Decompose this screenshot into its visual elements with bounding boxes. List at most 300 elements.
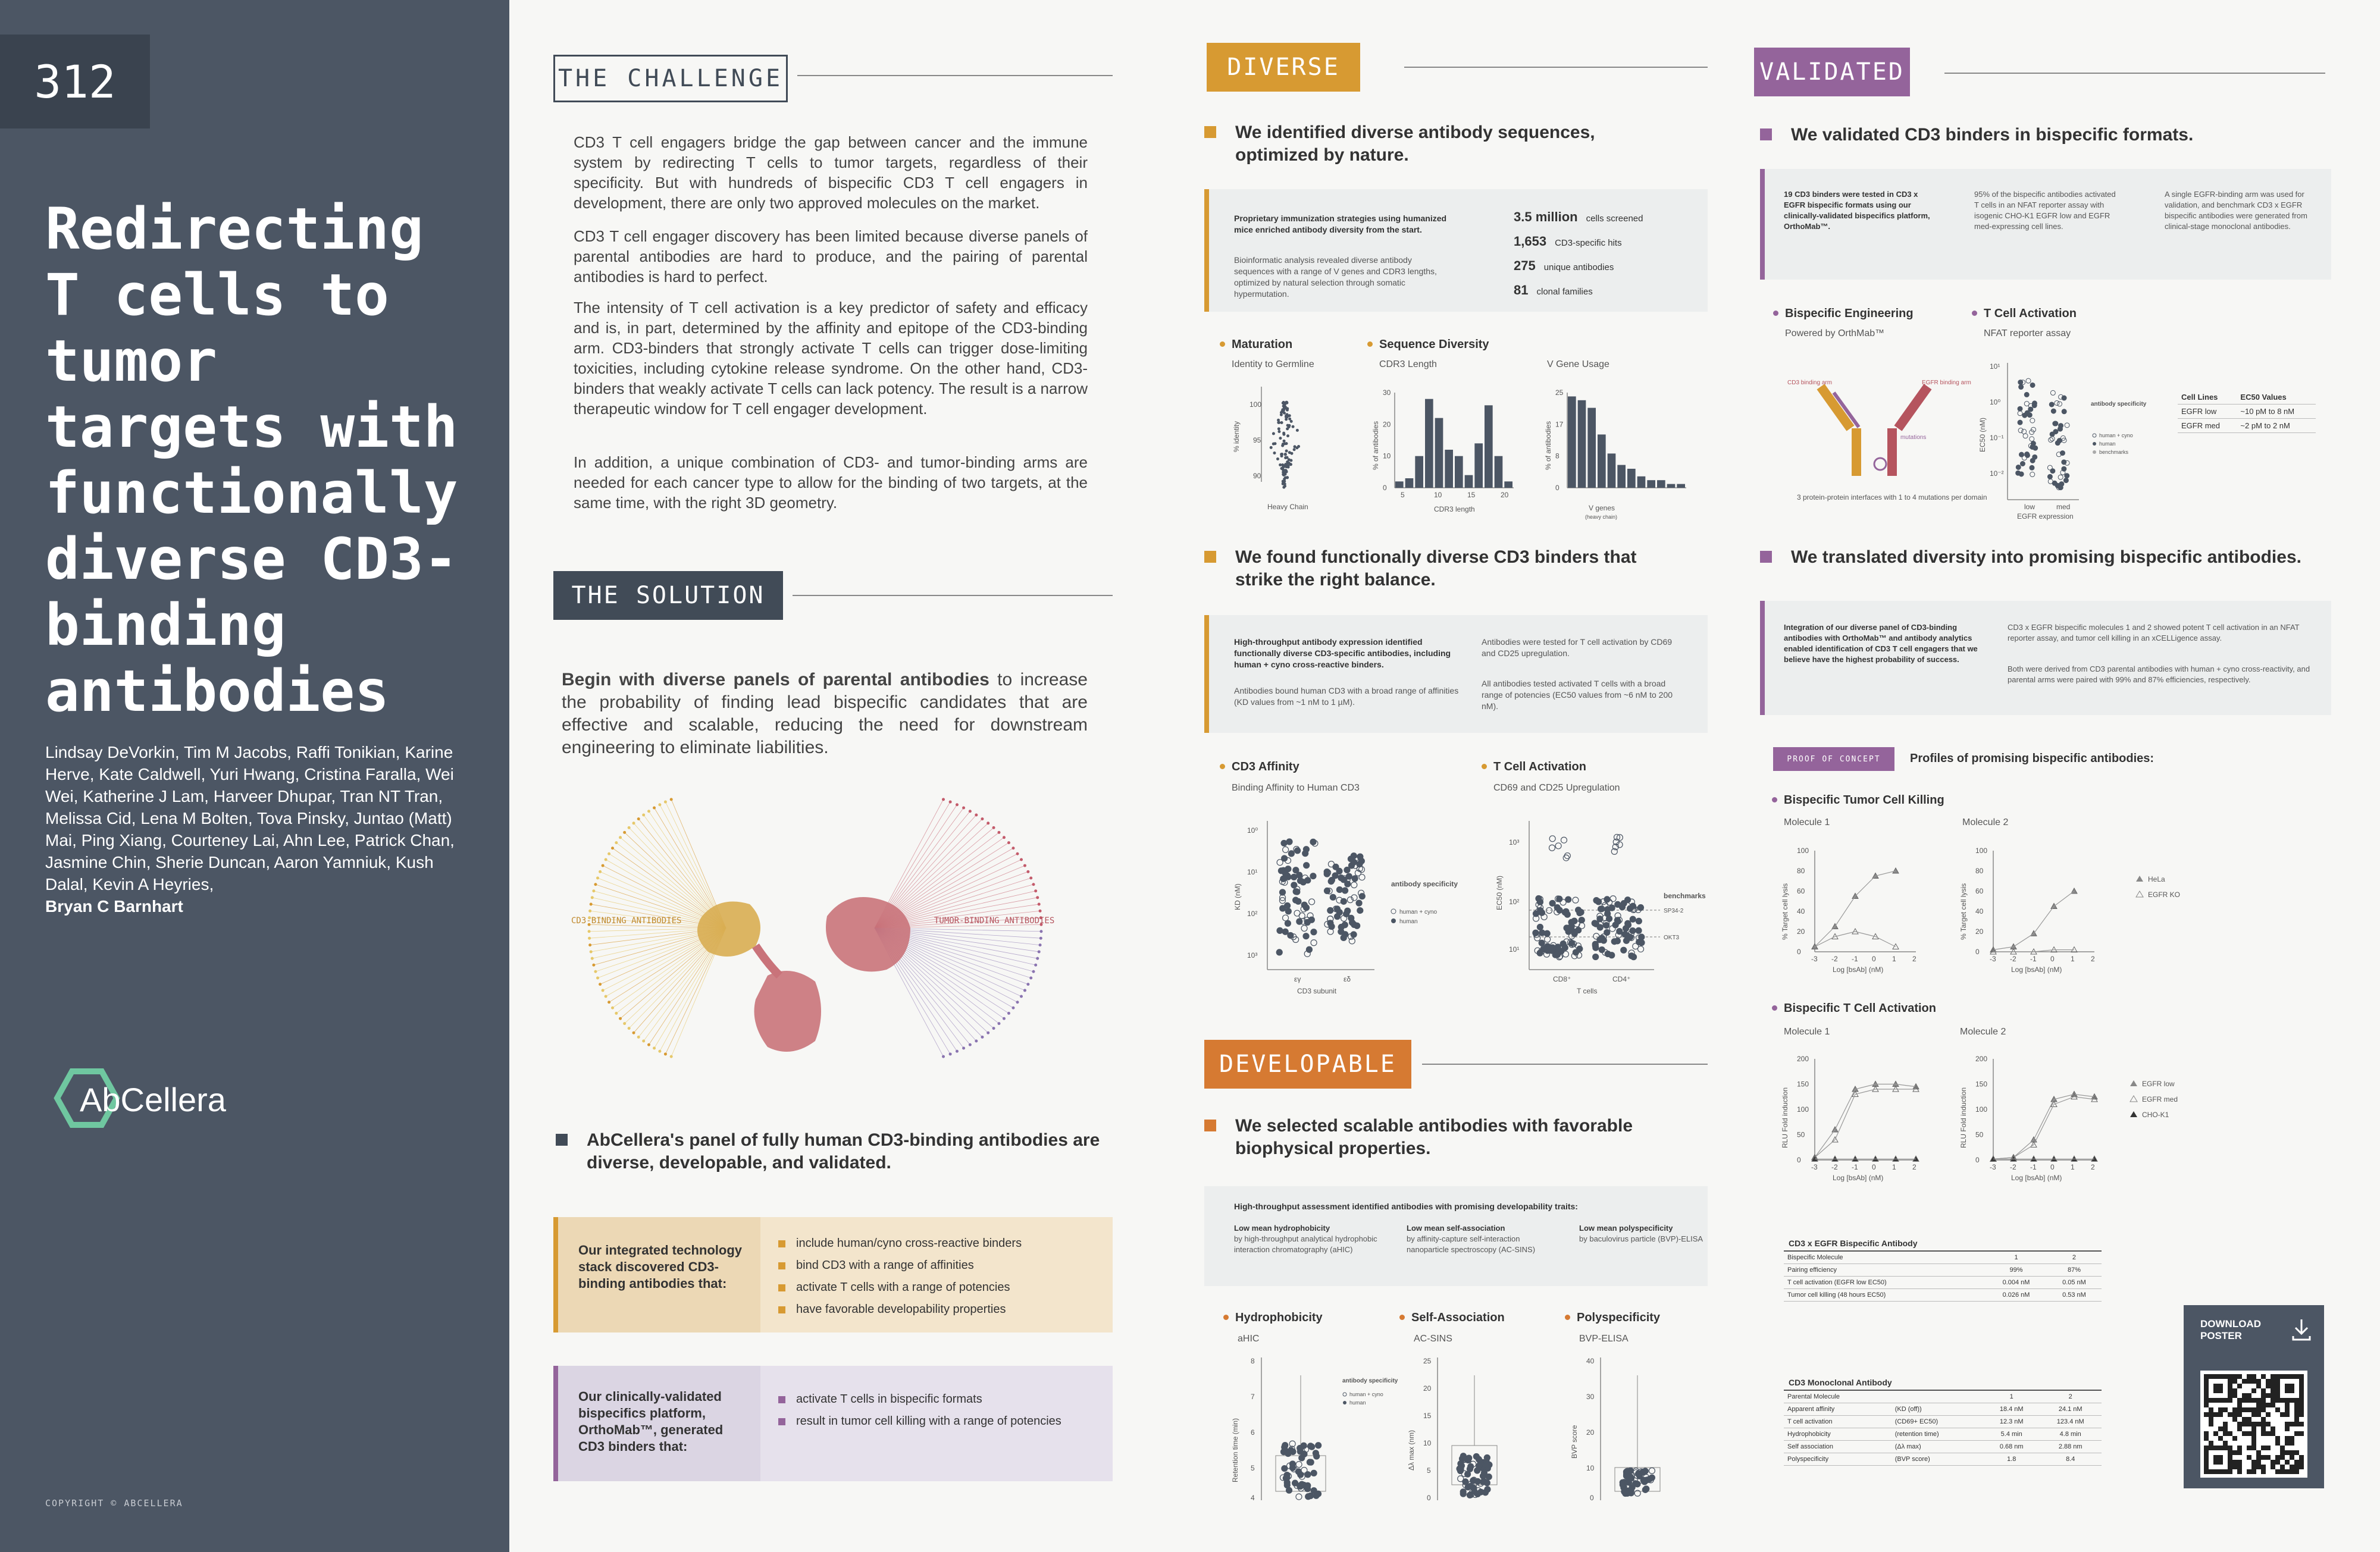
stat-row xyxy=(1514,206,1704,230)
logo-text: AbCellera xyxy=(80,1081,226,1118)
qr-module xyxy=(2285,1460,2290,1465)
qr-module xyxy=(2251,1436,2256,1441)
table-cell: Polyspecificity xyxy=(1784,1453,1892,1466)
data-point xyxy=(2018,411,2022,416)
x-tick: -2 xyxy=(1831,1163,1838,1171)
data-point xyxy=(1314,1453,1320,1459)
data-point xyxy=(2063,478,2068,483)
maturation-point xyxy=(1282,433,1285,436)
poster-number: 312 xyxy=(0,35,150,128)
fan-dot xyxy=(605,858,607,861)
maturation-point xyxy=(1279,437,1282,440)
solution-lead-bold: Begin with diverse panels of parental antibodies xyxy=(562,670,989,689)
table-cell: 1.8 xyxy=(1984,1453,2039,1466)
table-cell: 5.4 min xyxy=(1984,1428,2039,1441)
qr-module xyxy=(2275,1455,2280,1460)
y-tick: 20 xyxy=(1975,927,1984,936)
hydro-legend-title: antibody specificity xyxy=(1342,1378,1398,1384)
fan-dot xyxy=(602,864,605,867)
fan-dot xyxy=(623,1022,626,1025)
y-tick: 17 xyxy=(1555,420,1564,429)
data-point xyxy=(1277,927,1283,933)
table-cell: 24.1 nM xyxy=(2039,1403,2102,1416)
maturation-point xyxy=(1281,408,1284,411)
solution-lead-rest: to increase the probability of finding lead bispecific candidates that are effective and scalable, reducing the need for downstream engineering to eliminate liabilities. xyxy=(562,670,1088,757)
qr-module xyxy=(2232,1450,2237,1455)
qr-module xyxy=(2232,1393,2237,1398)
fan-dot xyxy=(1007,1012,1010,1015)
qr-module xyxy=(2251,1412,2256,1417)
antibody-fan-illustration xyxy=(553,785,1077,1083)
table-cell: 0.004 nM xyxy=(1986,1277,2047,1289)
data-point xyxy=(2053,421,2058,426)
fan-dot xyxy=(632,822,635,824)
affinity-xlabel: CD3 subunit xyxy=(1297,987,1337,995)
challenge-p4: In addition, a unique combination of CD3- and tumor-binding arms are needed for each cancer type to allow for the binding of two targets, at the same time, with the right 3D geometry. xyxy=(574,453,1088,512)
fan-dot xyxy=(1012,1007,1014,1009)
vgene-caption: V Gene Usage xyxy=(1547,359,1609,369)
tcell-activation-chart-2 xyxy=(1958,1041,2136,1184)
qr-module xyxy=(2209,1407,2213,1412)
y-tick: 200 xyxy=(1797,1055,1809,1063)
label-cd3-binding: CD3-BINDING ANTIBODIES xyxy=(571,916,682,926)
table-row xyxy=(1784,1428,2102,1441)
data-point xyxy=(1311,1470,1317,1476)
bar xyxy=(1598,434,1606,488)
table-cell: (BVP score) xyxy=(1892,1453,1984,1466)
table-cell: 0.68 nm xyxy=(1984,1441,2039,1453)
y-tick: 50 xyxy=(1797,1130,1805,1139)
maturation-point xyxy=(1277,419,1280,422)
qr-module xyxy=(2256,1465,2261,1469)
fan-dot xyxy=(987,1031,989,1034)
table-cell xyxy=(1973,1252,1986,1264)
maturation-point xyxy=(1290,452,1293,455)
list-item: have favorable developability properties xyxy=(778,1299,1100,1321)
divider xyxy=(793,595,1113,596)
qr-module xyxy=(2223,1407,2228,1412)
data-point xyxy=(2025,452,2030,457)
qr-module xyxy=(2271,1374,2275,1379)
fan-dot xyxy=(969,1043,972,1046)
qr-module xyxy=(2209,1422,2213,1426)
fan-dot xyxy=(975,1040,978,1043)
svg-text:20: 20 xyxy=(1423,1384,1432,1393)
y-tick: 100 xyxy=(1975,1105,1988,1114)
svg-text:10⁻²: 10⁻² xyxy=(1990,469,2004,478)
qr-module xyxy=(2271,1465,2275,1469)
data-point xyxy=(2030,418,2035,423)
maturation-point xyxy=(1282,402,1285,405)
qr-module xyxy=(2271,1393,2275,1398)
table-cell: 87% xyxy=(2047,1264,2102,1277)
poc-text: Profiles of promising bispecific antibodies: xyxy=(1910,752,2154,765)
svg-text:30: 30 xyxy=(1586,1393,1595,1401)
data-point xyxy=(1624,1468,1630,1474)
diverse-panel2-right1: Antibodies were tested for T cell activation by CD69 and CD25 upregulation. xyxy=(1482,637,1673,658)
qr-module xyxy=(2209,1417,2213,1422)
fan-dot xyxy=(1032,883,1035,886)
data-point xyxy=(1571,931,1577,937)
qr-module xyxy=(2251,1441,2256,1446)
fan-dot xyxy=(1007,841,1010,844)
maturation-point xyxy=(1284,476,1287,479)
bar xyxy=(1495,456,1503,488)
trait-title: Low mean hydrophobicity xyxy=(1234,1224,1330,1233)
table-cell: (Δλ max) xyxy=(1892,1441,1984,1453)
fan-dot xyxy=(1039,910,1042,913)
maturation-point xyxy=(1286,434,1289,437)
data-point xyxy=(1609,905,1615,911)
box1-title: Our integrated technology stack discovered CD3-binding antibodies that: xyxy=(578,1243,743,1291)
data-point xyxy=(1564,853,1570,859)
data-point xyxy=(2050,437,2055,441)
qr-module xyxy=(2247,1407,2251,1412)
download-poster-card[interactable] xyxy=(2184,1305,2324,1488)
x-tick: -1 xyxy=(1852,1163,1858,1171)
series-line xyxy=(1815,1089,1916,1158)
divider xyxy=(1404,67,1708,68)
data-point xyxy=(1474,1478,1480,1484)
data-point xyxy=(1611,939,1617,945)
qr-module xyxy=(2237,1446,2242,1450)
data-point xyxy=(1643,1486,1649,1492)
bar xyxy=(1395,481,1404,488)
qr-module xyxy=(2266,1379,2271,1384)
data-point xyxy=(1560,899,1566,905)
diverse-panel-1 xyxy=(1204,189,1708,312)
data-point xyxy=(1557,907,1562,913)
data-point xyxy=(2055,441,2060,446)
data-point xyxy=(1327,908,1333,914)
data-point xyxy=(1560,941,1566,947)
nfat-ylabel: EC50 (nM) xyxy=(1978,417,1987,452)
y-tick: 30 xyxy=(1383,388,1391,397)
qr-module xyxy=(2294,1407,2299,1412)
data-point xyxy=(1285,1451,1291,1457)
arm-cd3-label: CD3 binding arm xyxy=(1787,380,1833,386)
qr-module xyxy=(2251,1460,2256,1465)
y-tick: 150 xyxy=(1797,1080,1809,1089)
integrated-stack-box xyxy=(553,1217,1113,1332)
qr-module xyxy=(2223,1441,2228,1446)
y-tick: 100 xyxy=(1975,846,1988,855)
maturation-point xyxy=(1280,421,1283,424)
svg-text:10: 10 xyxy=(1423,1439,1432,1447)
fan-dot xyxy=(637,1036,640,1039)
fan-dot xyxy=(647,810,650,813)
bar xyxy=(1657,480,1665,488)
table-cell xyxy=(1973,1289,1986,1302)
data-point xyxy=(1288,932,1294,938)
data-point xyxy=(2062,460,2066,465)
trait xyxy=(1407,1223,1561,1255)
killing-legend xyxy=(2136,874,2219,910)
qr-module xyxy=(2232,1379,2237,1384)
poly-ylabel: BVP score xyxy=(1570,1425,1579,1459)
table-cell: 123.4 nM xyxy=(2039,1416,2102,1428)
hydro-legend-hc: human + cyno xyxy=(1349,1391,1383,1397)
cdr3-length-chart xyxy=(1368,381,1529,523)
qr-module xyxy=(2266,1412,2271,1417)
data-point xyxy=(2019,385,2024,390)
qr-module xyxy=(2299,1407,2304,1412)
cd3-affinity-caption: Binding Affinity to Human CD3 xyxy=(1232,783,1360,793)
bar xyxy=(1667,484,1676,488)
fan-dot xyxy=(588,943,591,946)
table-cell: 2 xyxy=(2039,1391,2102,1403)
qr-module xyxy=(2251,1465,2256,1469)
data-point xyxy=(1282,1466,1288,1472)
fan-dot xyxy=(588,937,591,940)
data-point xyxy=(1293,889,1299,895)
tcell-xlabel: T cells xyxy=(1577,987,1598,995)
data-point xyxy=(2051,409,2056,413)
data-point xyxy=(1579,917,1584,923)
data-point xyxy=(1305,1472,1311,1478)
developable-heading: DEVELOPABLE xyxy=(1204,1040,1411,1089)
maturation-point xyxy=(1285,401,1288,404)
data-point xyxy=(1357,854,1363,860)
mutations-label: mutations xyxy=(1900,434,1927,441)
data-point xyxy=(1292,1480,1298,1486)
data-point xyxy=(1467,1492,1473,1498)
fan-dot xyxy=(949,801,952,804)
qr-module xyxy=(2299,1431,2304,1436)
svg-text:0: 0 xyxy=(1590,1494,1594,1502)
data-point xyxy=(2030,465,2034,470)
qr-module xyxy=(2271,1431,2275,1436)
tcell-ylabel: EC50 (nM) xyxy=(1495,875,1504,910)
qr-module xyxy=(2251,1379,2256,1384)
data-point xyxy=(1604,930,1610,936)
svg-text:10³: 10³ xyxy=(1509,838,1520,846)
benchmark-sp34: SP34-2 xyxy=(1664,908,1684,914)
tcell-activation-title: T Cell Activation xyxy=(1482,760,1586,774)
bar xyxy=(1608,453,1616,488)
data-point xyxy=(1306,946,1312,952)
x-axis-label: Log [bsAb] (nM) xyxy=(2011,965,2062,974)
fan-dot xyxy=(992,826,995,829)
svg-text:10²: 10² xyxy=(1247,910,1258,918)
qr-module xyxy=(2285,1469,2290,1474)
table-cell: EGFR low xyxy=(2178,405,2237,419)
bar xyxy=(1474,443,1483,488)
svg-text:95: 95 xyxy=(1253,436,1261,444)
qr-module xyxy=(2285,1436,2290,1441)
diverse-panel-2 xyxy=(1204,615,1708,733)
data-point xyxy=(1549,900,1555,906)
author-list xyxy=(45,741,462,917)
solution-lead xyxy=(562,669,1088,759)
series-line xyxy=(1993,891,2074,950)
series-line xyxy=(1815,1084,1916,1158)
qr-module xyxy=(2275,1441,2280,1446)
data-point xyxy=(1285,920,1291,926)
activation-mol2: Molecule 2 xyxy=(1960,1027,2006,1037)
benchmarks-title: benchmarks xyxy=(1664,892,1706,900)
qr-module xyxy=(2271,1379,2275,1384)
stat-value: 3.5 million xyxy=(1514,209,1578,224)
table-row xyxy=(1784,1264,2102,1277)
x-tick: -1 xyxy=(2030,1163,2037,1171)
bar xyxy=(1637,476,1646,488)
data-point xyxy=(1592,920,1598,926)
fan-dot xyxy=(1016,1001,1019,1004)
qr-module xyxy=(2261,1465,2266,1469)
data-point xyxy=(2050,469,2055,474)
stat-value: 81 xyxy=(1514,283,1529,297)
svg-text:7: 7 xyxy=(1251,1393,1255,1401)
x-tick: -2 xyxy=(1831,955,1838,963)
validated-bullet-2: We translated diversity into promising bispecific antibodies. xyxy=(1760,546,2331,569)
svg-text:10: 10 xyxy=(1586,1464,1595,1472)
qr-module xyxy=(2232,1407,2237,1412)
fan-dot xyxy=(605,995,607,998)
qr-module xyxy=(2237,1465,2242,1469)
maturation-point xyxy=(1280,467,1283,470)
x-tick: 5 xyxy=(1401,491,1405,499)
qr-module xyxy=(2261,1469,2266,1474)
data-point xyxy=(1309,899,1315,905)
bar xyxy=(1617,465,1626,488)
data-point xyxy=(1280,905,1286,911)
data-point xyxy=(1630,916,1636,922)
y-tick: 40 xyxy=(1975,907,1984,915)
x-tick: 0 xyxy=(2050,955,2055,963)
qr-module xyxy=(2294,1450,2299,1455)
validated-panel1-c: A single EGFR-binding arm was used for validation, and benchmark CD3 x EGFR bispecific antibodies were generated from clinical-stage monoclonal antibodies. xyxy=(2165,190,2307,231)
download-icon[interactable] xyxy=(2291,1318,2312,1342)
qr-module xyxy=(2290,1465,2294,1469)
qr-module xyxy=(2251,1374,2256,1379)
data-point xyxy=(1539,940,1545,946)
qr-module xyxy=(2294,1465,2299,1469)
svg-text:5: 5 xyxy=(1251,1464,1255,1472)
challenge-p1: CD3 T cell engagers bridge the gap between cancer and the immune system by redirecting T cells to tumor targets, regardless of their specificity. But with hundreds of bispecific CD3 T cell engagers in development, there are only two approved molecules on the market. xyxy=(574,133,1088,212)
box2-title: Our clinically-validated bispecifics platform, OrthoMab™, generated CD3 binders that: xyxy=(578,1389,724,1454)
data-point xyxy=(1458,1476,1464,1482)
qr-module xyxy=(2232,1374,2237,1379)
qr-module xyxy=(2247,1417,2251,1422)
solution-heading: THE SOLUTION xyxy=(553,571,783,620)
fan-dot xyxy=(619,1017,622,1020)
data-point xyxy=(1620,1482,1626,1488)
table-cell xyxy=(1973,1277,1986,1289)
validated-tcell-title: T Cell Activation xyxy=(1972,307,2077,321)
y-tick: 60 xyxy=(1797,887,1805,895)
data-point xyxy=(1301,926,1307,932)
label-tumor-binding: TUMOR-BINDING ANTIBODIES xyxy=(934,916,1055,926)
data-point xyxy=(1573,897,1579,903)
qr-module xyxy=(2237,1398,2242,1403)
nfat-legend-2: human xyxy=(2099,441,2116,447)
qr-module xyxy=(2285,1422,2290,1426)
data-point xyxy=(1593,954,1599,960)
qr-module xyxy=(2294,1469,2299,1474)
data-point xyxy=(1310,873,1316,879)
data-point xyxy=(1576,907,1582,913)
cd3-affinity-title: CD3 Affinity xyxy=(1220,760,1299,774)
developable-bullet: We selected scalable antibodies with favorable biophysical properties. xyxy=(1204,1115,1680,1160)
qr-module xyxy=(2256,1403,2261,1407)
data-point xyxy=(1304,863,1310,869)
data-point xyxy=(1615,918,1621,924)
qr-module xyxy=(2223,1426,2228,1431)
fan-dot xyxy=(1020,995,1023,998)
maturation-point xyxy=(1277,427,1280,430)
stat-value: 275 xyxy=(1514,258,1536,273)
x-tick: 10 xyxy=(1434,491,1442,499)
qr-module xyxy=(2261,1403,2266,1407)
qr-module xyxy=(2204,1412,2209,1417)
fan-dot xyxy=(1020,858,1023,861)
qr-module xyxy=(2261,1388,2266,1393)
maturation-chart xyxy=(1226,381,1345,518)
maturation-point xyxy=(1289,463,1292,466)
table-cell: 12.3 nM xyxy=(1984,1416,2039,1428)
data-point xyxy=(1310,839,1316,845)
maturation-point xyxy=(1280,411,1283,414)
list-item: activate T cells in bispecific formats xyxy=(778,1388,1100,1410)
series-line xyxy=(1993,1097,2094,1159)
fan-dot xyxy=(1012,846,1014,849)
x-tick: 15 xyxy=(1467,491,1476,499)
data-point xyxy=(2057,484,2062,489)
copyright: COPYRIGHT © ABCELLERA xyxy=(45,1498,183,1509)
qr-module xyxy=(2290,1422,2294,1426)
fan-dot xyxy=(628,826,631,829)
data-point xyxy=(1474,1491,1480,1497)
y-tick: 0 xyxy=(1975,948,1980,956)
table-cell: (retention time) xyxy=(1892,1428,1984,1441)
qr-module xyxy=(2290,1450,2294,1455)
table-cell: 2 xyxy=(2047,1252,2102,1264)
qr-module xyxy=(2275,1436,2280,1441)
killing-legend-ko: EGFR KO xyxy=(2148,891,2181,899)
tumor-arm-structure xyxy=(826,897,910,971)
qr-code[interactable] xyxy=(2200,1371,2307,1478)
svg-text:10³: 10³ xyxy=(1247,951,1258,960)
qr-module xyxy=(2285,1441,2290,1446)
y-tick: 150 xyxy=(1975,1080,1988,1089)
table-row xyxy=(1784,1277,2102,1289)
table-cell: EGFR med xyxy=(2178,419,2237,433)
fan-dot xyxy=(670,1055,673,1058)
qr-module xyxy=(2256,1398,2261,1403)
divider xyxy=(1944,73,2325,74)
qr-module xyxy=(2290,1441,2294,1446)
table-cell: Tumor cell killing (48 hours EC50) xyxy=(1784,1289,1973,1302)
fan-dot xyxy=(637,817,640,820)
qr-module xyxy=(2247,1431,2251,1436)
stat-row xyxy=(1514,230,1704,255)
x-tick: 2 xyxy=(2091,955,2095,963)
fan-dot xyxy=(590,950,593,953)
qr-module xyxy=(2218,1426,2223,1431)
y-axis-label: % Target cell lysis xyxy=(1781,883,1789,940)
series-line xyxy=(1815,871,1896,947)
qr-module xyxy=(2280,1465,2285,1469)
data-point xyxy=(1541,946,1547,952)
qr-module xyxy=(2242,1407,2247,1412)
fan-dot xyxy=(590,903,593,906)
y-tick: 100 xyxy=(1797,846,1809,855)
fan-dot xyxy=(1016,852,1019,855)
last-author: Bryan C Barnhart xyxy=(45,897,183,915)
qr-module xyxy=(2232,1417,2237,1422)
list-item: activate T cells with a range of potencies xyxy=(778,1277,1100,1299)
